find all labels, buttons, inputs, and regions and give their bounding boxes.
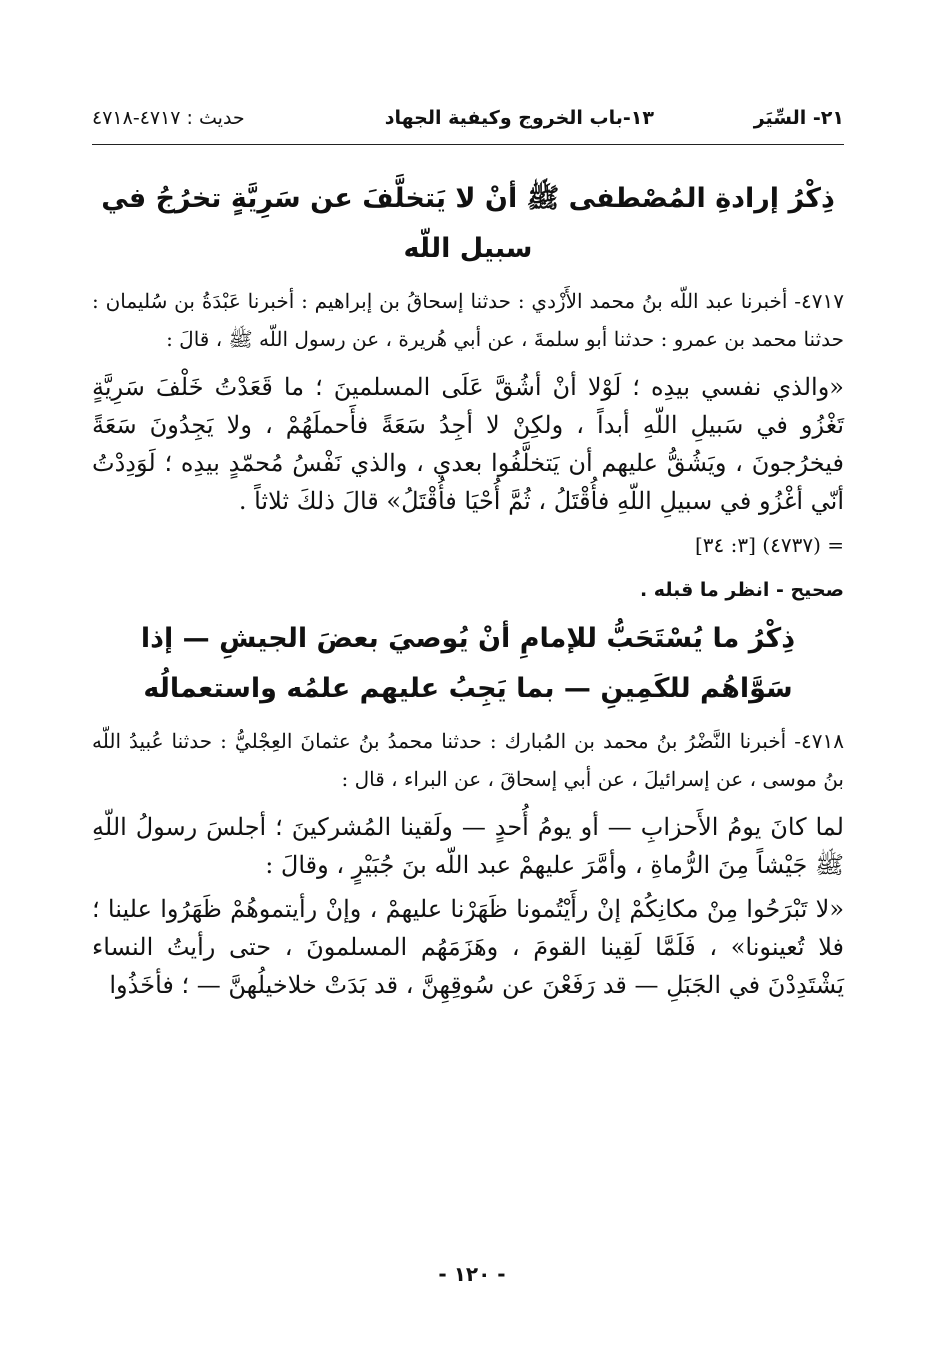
running-header: [92, 104, 844, 140]
isnad-4717: ٤٧١٧- أخبرنا عبد اللّه بنُ محمد الأَزْدي : حدثنا إسحاقُ بن إبراهيم : أخبرنا عَبْدَةُ بن سُليمان : حدثنا محمد بن عمرو : حدثنا أبو سلمةَ ، عن أبي هُريرة ، عن رسول اللّه ﷺ ، قالَ :: [92, 289, 844, 351]
chapter-heading-1: ذِكْرُ إرادةِ المُصْطفى ﷺ أنْ لا يَتخلَّفَ عن سَرِيَّةٍ تخرُجُ في سبيل اللّه: [101, 183, 835, 264]
chapter-heading-2: ذِكْرُ ما يُسْتَحَبُّ للإمامِ أنْ يُوصيَ بعضَ الجيشِ — إذا سَوَّاهُم للكَمِينِ — بما يَجِبُ عليهم علمُه واستعمالُه: [140, 623, 796, 704]
matn-4718-narrative: لما كانَ يومُ الأَحزابِ — أو يومُ أُحدٍ — ولَقينا المُشركينَ ؛ أجلسَ رسولُ اللّهِ ﷺ جَيْشاً مِنَ الرُّماةِ ، وأمَّرَ عليهمْ عبد اللّه بنَ جُبَيْرٍ ، وقالَ :: [92, 813, 844, 879]
matn-4718-quote: «لا تَبْرَحُوا مِنْ مكانِكُمْ إنْ رأَيْتُمونا ظَهَرْنا عليهمْ ، وإنْ رأيتموهُمْ ظَهَرُوا علينا ؛ فلا تُعينونا» ، فَلَمَّا لَقِينا القومَ ، وهَزَمَهُم المسلمونَ ، حتى رأيتُ النساء يَشْتَدِدْنَ في الجَبَلِ — قد رَفَعْنَ عن سُوقِهِنَّ ، قد بَدَتْ خلاخيلُهنَّ — ؛ فأخَذُوا: [92, 895, 845, 999]
page-body: [92, 174, 844, 1010]
hadith-range: حديث : ٤٧١٧-٤٧١٨: [92, 107, 245, 129]
cross-reference: = (٤٧٣٧) [٣: ٣٤]: [694, 533, 844, 557]
section-title: ١٣-باب الخروج وكيفية الجهاد: [384, 107, 654, 129]
header-rule: [92, 144, 844, 145]
matn-4717: «والذي نفسي بيدِه ؛ لَوْلا أنْ أشُقَّ عَلَى المسلمينَ ؛ ما قَعَدْتُ خَلْفَ سَرِيَّةٍ تَغْزُو في سَبيلِ اللّهِ أبداً ، ولكِنْ لا أجِدُ سَعَةً فأَحملَهُمْ ، ولا يَجِدُونَ سَعَةً فيخرُجونَ ، ويَشُقُّ عليهم أن يَتخلَّفُوا بعدي ، والذي نَفْسُ مُحمّدٍ بيدِه ؛ لَوَدِدْتُ أنّي أغْزُو في سبيلِ اللّهِ فأُقْتَلُ ، ثُمَّ أُحْيَا فأُقْتَلُ» قالَ ذلكَ ثلاثاً .: [92, 373, 844, 515]
chapter-title: ٢١- السِّيَر: [753, 107, 844, 129]
grading-note: صحيح - انظر ما قبله .: [639, 579, 844, 601]
isnad-4718: ٤٧١٨- أخبرنا النَّضْرُ بنُ محمد بن المُبارك : حدثنا محمدُ بنُ عثمانَ العِجْليُّ : حدثنا عُبيدُ اللّه بنُ موسى ، عن إسرائيلَ ، عن أبي إسحاقَ ، عن البراء ، قال :: [92, 729, 844, 791]
page-number: - ١٢٠ -: [438, 1262, 506, 1286]
